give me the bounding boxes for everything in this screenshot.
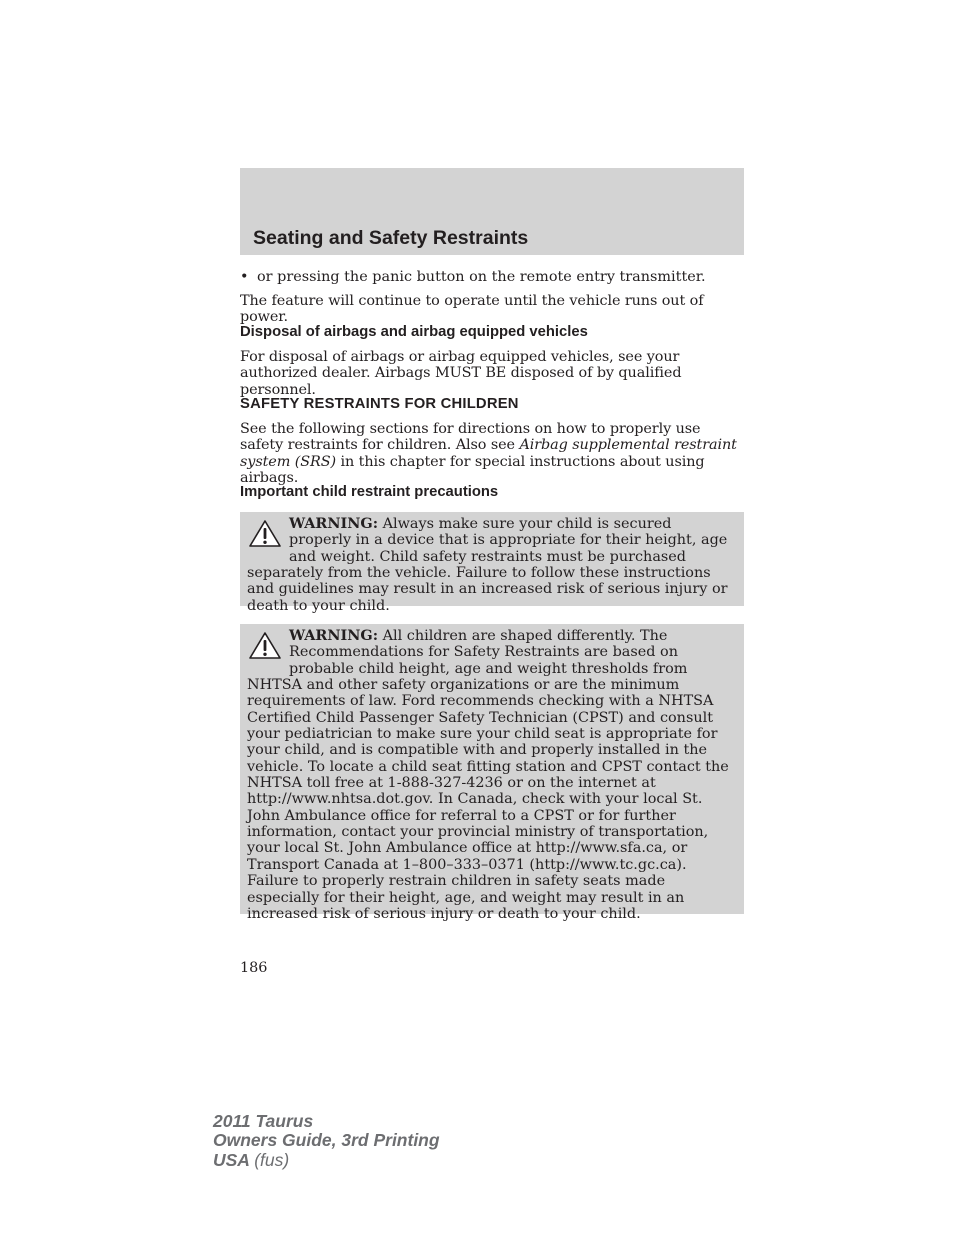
document-footer <box>213 1112 440 1170</box>
footer-model: 2011 Taurus <box>213 1111 314 1131</box>
disposal-paragraph: For disposal of airbags or airbag equipped vehicles, see your authorized dealer. Airbags MUST BE disposed of by qualified personnel. <box>240 349 682 398</box>
warning-box-2 <box>240 624 744 922</box>
children-paragraph <box>240 421 744 487</box>
section-header-band <box>240 168 744 255</box>
footer-code: (fus) <box>254 1149 290 1170</box>
bullet-item <box>240 269 706 285</box>
footer-region <box>213 1151 440 1170</box>
warning-box-1 <box>240 512 744 614</box>
warning-label: WARNING: <box>289 627 379 644</box>
warning-triangle-icon <box>248 631 282 661</box>
section-title: Seating and Safety Restraints <box>253 227 529 249</box>
footer-country: USA <box>213 1149 250 1170</box>
bullet-text: or pressing the panic button on the remote entry transmitter. <box>257 269 706 285</box>
children-heading: SAFETY RESTRAINTS FOR CHILDREN <box>240 396 519 412</box>
footer-guide: Owners Guide, 3rd Printing <box>213 1130 440 1151</box>
bullet-marker: • <box>240 269 249 285</box>
children-text-after: in this chapter for special instructions about using airbags. <box>240 453 705 487</box>
warning-triangle-icon <box>248 519 282 549</box>
warning-label: WARNING: <box>289 515 379 532</box>
srs-reference: Airbag supplemental restraint system (SRS) <box>240 437 737 470</box>
disposal-heading: Disposal of airbags and airbag equipped vehicles <box>240 324 588 340</box>
page-number: 186 <box>240 960 268 976</box>
intro-paragraph: The feature will continue to operate until the vehicle runs out of power. <box>240 293 704 326</box>
children-text-before: See the following sections for directions on how to properly use safety restraints for children. Also see <box>240 421 701 454</box>
precautions-heading: Important child restraint precautions <box>240 484 499 500</box>
warning-text: Always make sure your child is secured properly in a device that is appropriate for their height, age and weight. Child safety restraints must be purchased separately from the vehicle. Failure to follow these instructions and guidelines may result in an increased risk of serious injury or death to your child. <box>247 516 728 614</box>
warning-text: All children are shaped differently. The Recommendations for Safety Restraints are based on probable child height, age and weight thresholds from NHTSA and other safety organizations or are the minimum requirements of law. Ford recommends checking with a NHTSA Certified Child Passenger Safety Technician (CPST) and consult your pediatrician to make sure your child seat is appropriate for your child, and is compatible with and properly installed in the vehicle. To locate a child seat fitting station and CPST contact the NHTSA toll free at 1-888-327-4236 or on the internet at http://www.nhtsa.dot.gov. In Canada, check with your local St. John Ambulance office for referral to a CPST or for further information, contact your provincial ministry of transportation, your local St. John Ambulance office at http://www.sfa.ca, or Transport Canada at 1–800–333–0371 (http://www.tc.gc.ca). Failure to properly restrain children in safety seats made especially for their height, age, and weight may result in an increased risk of serious injury or death to your child. <box>247 628 729 922</box>
